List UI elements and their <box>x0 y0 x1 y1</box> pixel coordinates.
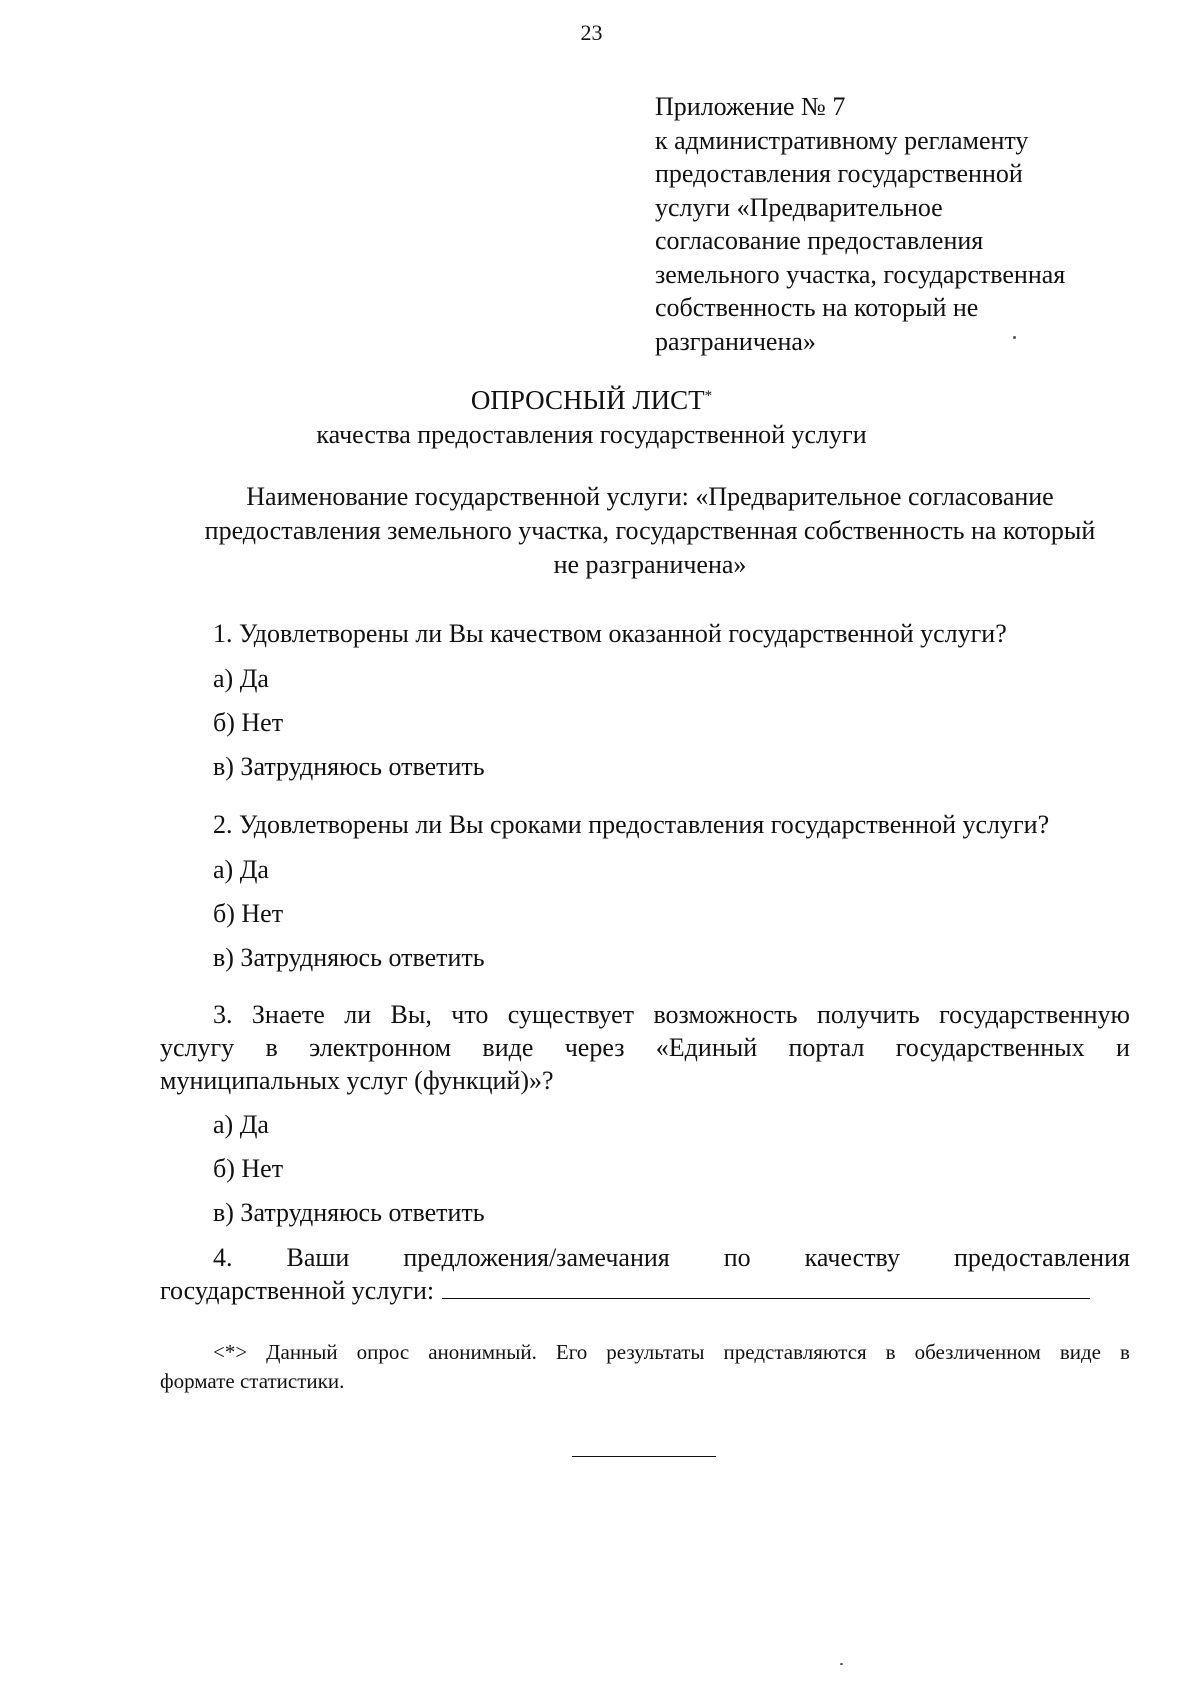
word: государственную <box>939 1000 1130 1029</box>
word: государственных <box>895 1033 1085 1062</box>
word: Вы, <box>390 1000 432 1029</box>
question-3-line-2 <box>160 1031 1130 1065</box>
question-1-option-b[interactable]: б) Нет <box>213 708 284 737</box>
word: <*> <box>213 1340 248 1364</box>
appendix-line: к административному регламенту <box>655 125 1029 155</box>
word: виде <box>482 1033 534 1062</box>
service-name <box>155 480 1145 582</box>
word: что <box>451 1000 489 1029</box>
question-3-option-a[interactable]: а) Да <box>213 1110 269 1139</box>
footnote-mark: * <box>704 388 713 404</box>
word: по <box>723 1243 751 1272</box>
word: электронном <box>309 1033 452 1062</box>
word: предоставления <box>953 1243 1130 1272</box>
service-name-line: не разграничена» <box>553 550 747 579</box>
word: ли <box>344 1000 372 1029</box>
footnote-line-2: формате статистики. <box>160 1369 345 1393</box>
word: возможность <box>653 1000 798 1029</box>
service-name-line: предоставления земельного участка, государственная собственность на который <box>204 516 1096 545</box>
word: «Единый <box>655 1033 758 1062</box>
answer-fill-line[interactable] <box>442 1274 1090 1299</box>
appendix-line: предоставления государственной <box>655 159 1023 188</box>
word: предложения/замечания <box>403 1243 670 1272</box>
appendix-line: Приложение № 7 <box>655 92 846 121</box>
word: 4. <box>213 1243 233 1272</box>
footnote <box>160 1338 1130 1396</box>
word: услугу <box>160 1033 235 1062</box>
word: существует <box>507 1000 635 1029</box>
word: через <box>564 1033 625 1062</box>
word: в <box>1119 1340 1130 1364</box>
appendix-line: собственность на который не <box>655 293 979 322</box>
scan-speck <box>840 1663 843 1665</box>
word: виде <box>1059 1340 1101 1364</box>
question-2-option-b[interactable]: б) Нет <box>213 899 284 928</box>
question-1-option-c[interactable]: в) Затрудняюсь ответить <box>213 752 485 781</box>
word: в <box>885 1340 896 1364</box>
word: и <box>1115 1033 1130 1062</box>
question-4-label: государственной услуги: <box>160 1276 435 1305</box>
service-name-line: Наименование государственной услуги: «Предварительное согласование <box>246 482 1054 511</box>
appendix-line: земельного участка, государственная <box>655 259 1066 289</box>
word: Знаете <box>251 1000 325 1029</box>
appendix-header <box>655 90 1115 358</box>
footnote-line-1 <box>160 1338 1130 1367</box>
word: Данный <box>266 1340 338 1364</box>
appendix-line: согласование предоставления <box>655 226 984 255</box>
word: анонимный. <box>428 1340 537 1364</box>
question-2-option-c[interactable]: в) Затрудняюсь ответить <box>213 943 485 972</box>
document-title <box>0 383 1183 417</box>
end-divider <box>572 1456 716 1457</box>
word: качеству <box>804 1243 900 1272</box>
word: опрос <box>356 1340 410 1364</box>
word: портал <box>788 1033 865 1062</box>
question-4-line-1 <box>160 1241 1130 1275</box>
question-3-line-3: муниципальных услуг (функций)»? <box>160 1066 554 1095</box>
word: обезличенном <box>914 1340 1041 1364</box>
word: 3. <box>213 1000 233 1029</box>
word: Ваши <box>286 1243 350 1272</box>
document-subtitle: качества предоставления государственной услуги <box>316 420 867 449</box>
question-2: 2. Удовлетворены ли Вы сроками предоставления государственной услуги? <box>213 810 1050 839</box>
page-number: 23 <box>580 20 603 45</box>
question-3-line-1 <box>160 998 1130 1032</box>
question-3-option-b[interactable]: б) Нет <box>213 1154 284 1183</box>
word: в <box>265 1033 278 1062</box>
document-title-text: ОПРОСНЫЙ ЛИСТ <box>470 385 705 415</box>
appendix-line: разграничена» <box>655 326 816 356</box>
word: результаты <box>606 1340 705 1364</box>
appendix-line: услуги «Предварительное <box>655 192 943 222</box>
question-2-option-a[interactable]: а) Да <box>213 855 269 884</box>
question-3-option-c[interactable]: в) Затрудняюсь ответить <box>213 1198 485 1227</box>
word: Его <box>555 1340 588 1364</box>
question-4-line-2 <box>160 1274 1090 1308</box>
scan-speck <box>1013 336 1016 339</box>
word: получить <box>816 1000 920 1029</box>
question-1: 1. Удовлетворены ли Вы качеством оказанной государственной услуги? <box>213 619 1007 648</box>
question-1-option-a[interactable]: а) Да <box>213 664 269 693</box>
word: представляются <box>723 1340 867 1364</box>
